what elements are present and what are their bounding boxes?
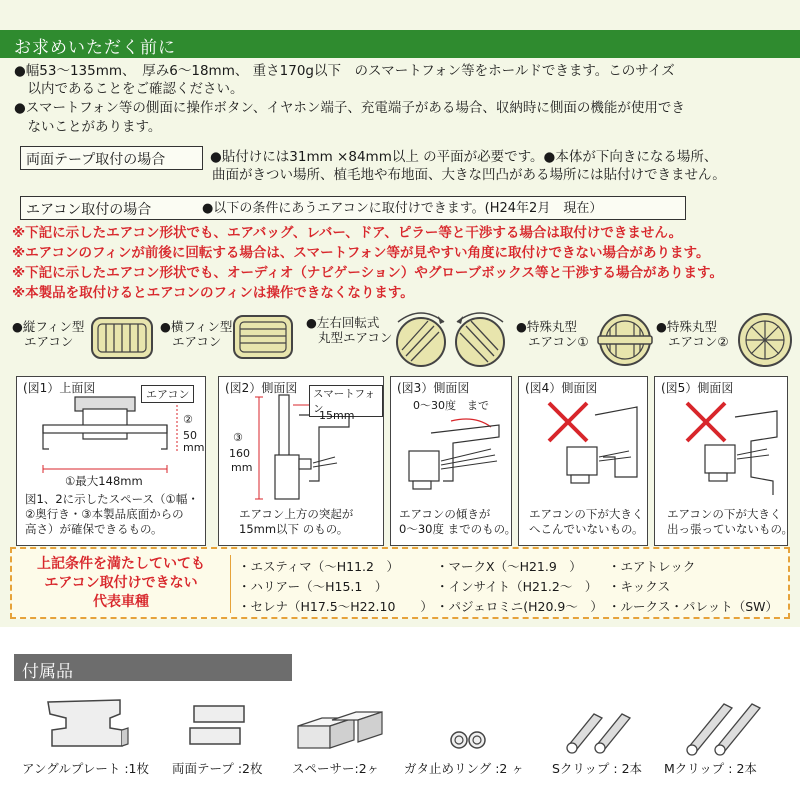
- s-clip-icon: [560, 704, 640, 756]
- car-model: ・ハリアー（～H15.1 ）: [238, 579, 388, 594]
- note-line: ●幅53～135mm、 厚み6～18mm、 重さ170g以下 のスマートフォン等をホールドできます。このサイズ: [14, 63, 675, 79]
- accessory-label: ガタ止めリング :2 ヶ: [404, 761, 524, 776]
- figure-title: (図5）側面図: [661, 381, 734, 395]
- special-round-vent-1-icon: [596, 310, 654, 370]
- figure-4-side-view: [518, 376, 648, 546]
- figure-title: (図4）側面図: [525, 381, 598, 395]
- note-line: 以内であることをご確認ください。: [14, 81, 244, 97]
- incompatible-cars-heading: 上記条件を満たしていても エアコン取付けできない 代表車種: [37, 556, 205, 610]
- figure-note: エアコンの傾きが 0～30度 までのもの。: [399, 507, 517, 536]
- phone-label: スマートフォン: [309, 385, 383, 417]
- accessory-label: 両面テープ :2枚: [172, 761, 263, 776]
- vent-label: ●特殊丸型 エアコン①: [516, 319, 589, 349]
- tape-mount-label: 両面テープ取付の場合: [26, 152, 166, 168]
- car-model: ・セレナ（H17.5～H22.10 ）: [238, 599, 433, 614]
- tape-mount-line: ●貼付けには31mm ×84mm以上 の平面が必要です。●本体が下向きになる場所、: [210, 149, 718, 165]
- vertical-fin-vent-icon: [90, 316, 154, 360]
- car-model: ・インサイト（H21.2～ ）: [436, 579, 598, 594]
- car-model: ・エアトレック: [608, 559, 696, 574]
- dimension-label: ③: [233, 431, 243, 444]
- rotary-round-vent-icon: [390, 306, 512, 372]
- double-sided-tape-icon: [184, 700, 256, 756]
- car-model: ・マークX（～H21.9 ）: [436, 559, 582, 574]
- dimension-label: 160: [229, 447, 250, 460]
- figure-5-side-view: [654, 376, 794, 546]
- dimension-label: 50: [183, 429, 197, 442]
- figure-2-side-view: [218, 376, 384, 546]
- angle-plate-icon: [40, 694, 140, 754]
- dimension-label: ②: [183, 413, 193, 426]
- angle-label: 0～30度 まで: [413, 399, 489, 412]
- figure-title: (図2）側面図: [225, 381, 298, 395]
- vent-label: ●縦フィン型 エアコン: [12, 319, 85, 349]
- figure-title: (図3）側面図: [397, 381, 470, 395]
- m-clip-icon: [680, 696, 770, 758]
- aircon-mount-label: エアコン取付の場合: [26, 202, 152, 218]
- accessories-title: 付属品: [22, 662, 73, 682]
- note-line: ないことがあります。: [14, 119, 162, 135]
- warning-line: ※エアコンのフィンが前後に回転する場合は、スマートフォン等が見やすい角度に取付けできない場合があります。: [12, 245, 710, 261]
- figure-note: 図1、2に示したスペース（①幅・ ②奥行き・③本製品底面からの 高さ）が確保できるもの。: [25, 492, 199, 536]
- horizontal-fin-vent-icon: [232, 314, 294, 360]
- figure-note: エアコンの下が大きく へこんでいないもの。: [529, 507, 644, 536]
- warning-line: ※本製品を取付けるとエアコンのフィンは操作できなくなります。: [12, 285, 414, 301]
- car-model: ・パジェロミニ(H20.9～ ）: [436, 599, 603, 614]
- vent-label: ●特殊丸型 エアコン②: [656, 319, 729, 349]
- accessory-label: アングルプレート :1枚: [22, 761, 150, 776]
- rattle-ring-icon: [448, 728, 488, 752]
- accessories-header: [14, 654, 292, 681]
- dimension-label: mm: [183, 441, 205, 454]
- figure-title: (図1）上面図: [23, 381, 96, 395]
- aircon-mount-text: ●以下の条件にあうエアコンに取付けできます。(H24年2月 現在）: [202, 201, 603, 216]
- dimension-label: 15mm: [319, 409, 355, 422]
- special-round-vent-2-icon: [735, 310, 795, 370]
- dimension-label: ①最大148mm: [65, 474, 143, 488]
- figure-3-side-view: [390, 376, 517, 546]
- vent-label: ●左右回転式 丸型エアコン: [306, 315, 393, 345]
- section-title: お求めいただく前に: [14, 38, 176, 58]
- car-model: ・ルークス・パレット（SW）: [608, 599, 779, 614]
- incompatible-cars-box: [10, 547, 790, 619]
- section-header: [0, 30, 800, 58]
- car-model: ・キックス: [608, 579, 671, 594]
- figure-note: エアコンの下が大きく 出っ張っていないもの。: [667, 507, 794, 536]
- dimension-label: mm: [231, 461, 253, 474]
- aircon-label: エアコン: [141, 385, 194, 403]
- figure-note: エアコン上方の突起が 15mm以下 のもの。: [239, 507, 354, 536]
- vent-label: ●横フィン型 エアコン: [160, 319, 233, 349]
- warning-line: ※下記に示したエアコン形状でも、エアバッグ、レバー、ドア、ピラー等と干渉する場合は取付けできません。: [12, 225, 683, 241]
- car-model: ・エスティマ（～H11.2 ）: [238, 559, 399, 574]
- accessory-label: スペーサー:2ヶ: [292, 761, 380, 776]
- accessory-label: Sクリップ : 2本: [552, 761, 643, 776]
- accessory-label: Mクリップ : 2本: [664, 761, 757, 776]
- divider: [230, 555, 231, 613]
- figure-1-top-view: [16, 376, 206, 546]
- spacer-icon: [292, 704, 388, 754]
- tape-mount-line: 曲面がきつい場所、植毛地や布地面、大きな凹凸がある場所には貼付けできません。: [212, 167, 726, 183]
- note-line: ●スマートフォン等の側面に操作ボタン、イヤホン端子、充電端子がある場合、収納時に側面の機能が使用でき: [14, 100, 685, 116]
- warning-line: ※下記に示したエアコン形状でも、オーディオ（ナビゲーション）やグローブボックス等と干渉する場合があります。: [12, 265, 723, 281]
